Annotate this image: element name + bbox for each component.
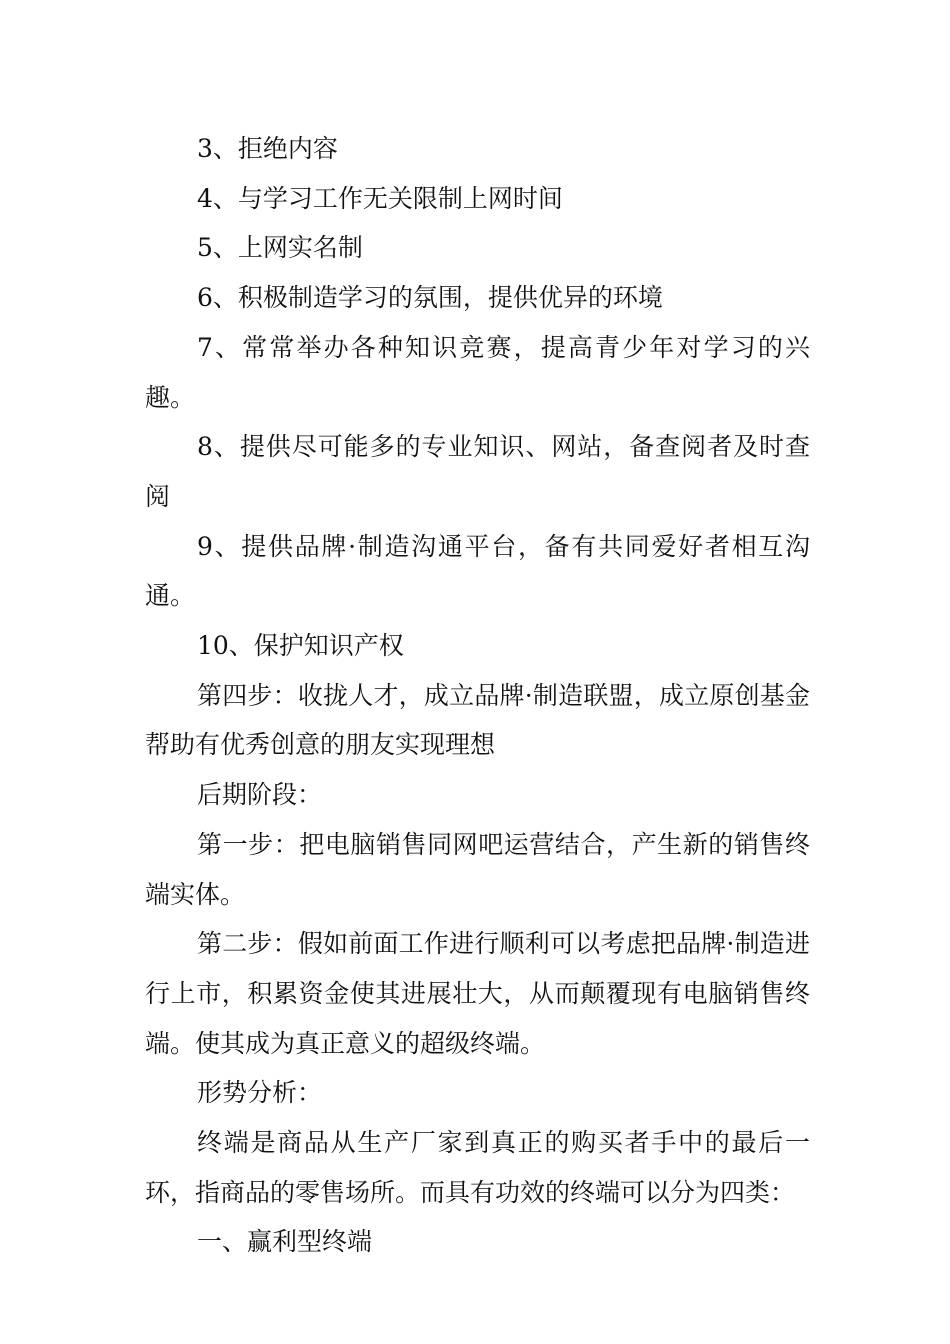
paragraph-item-10: 10、保护知识产权 xyxy=(197,631,404,661)
document-body xyxy=(145,124,810,1267)
section-heading-later-stage: 后期阶段： xyxy=(197,780,323,810)
paragraph-step-four: 第四步：收拢人才，成立品牌·制造联盟，成立原创基金帮助有优秀创意的朋友实现理想 xyxy=(145,680,810,760)
paragraph-item-4: 4、与学习工作无关限制上网时间 xyxy=(197,183,563,213)
paragraph-item-5: 5、上网实名制 xyxy=(197,233,363,263)
paragraph-terminal-definition: 终端是商品从生产厂家到真正的购买者手中的最后一环，指商品的零售场所。而具有功效的终端可以分为四类： xyxy=(145,1128,810,1207)
paragraph-item-9: 9、提供品牌·制造沟通平台，备有共同爱好者相互沟通。 xyxy=(145,531,810,611)
paragraph-item-7: 7、常常举办各种知识竞赛，提高青少年对学习的兴趣。 xyxy=(145,332,810,412)
paragraph-step-two: 第二步：假如前面工作进行顺利可以考虑把品牌·制造进行上市，积累资金使其进展壮大，从而颠覆现有电脑销售终端。使其成为真正意义的超级终端。 xyxy=(145,929,810,1058)
subheading-profit-terminal: 一、赢利型终端 xyxy=(197,1227,373,1257)
paragraph-item-3: 3、拒绝内容 xyxy=(197,134,338,163)
paragraph-item-6: 6、积极制造学习的氛围，提供优异的环境 xyxy=(197,283,663,313)
paragraph-step-one: 第一步：把电脑销售同网吧运营结合，产生新的销售终端实体。 xyxy=(145,829,810,909)
section-heading-situation-analysis: 形势分析： xyxy=(197,1078,323,1108)
paragraph-item-8: 8、提供尽可能多的专业知识、网站，备查阅者及时查阅 xyxy=(145,432,810,511)
